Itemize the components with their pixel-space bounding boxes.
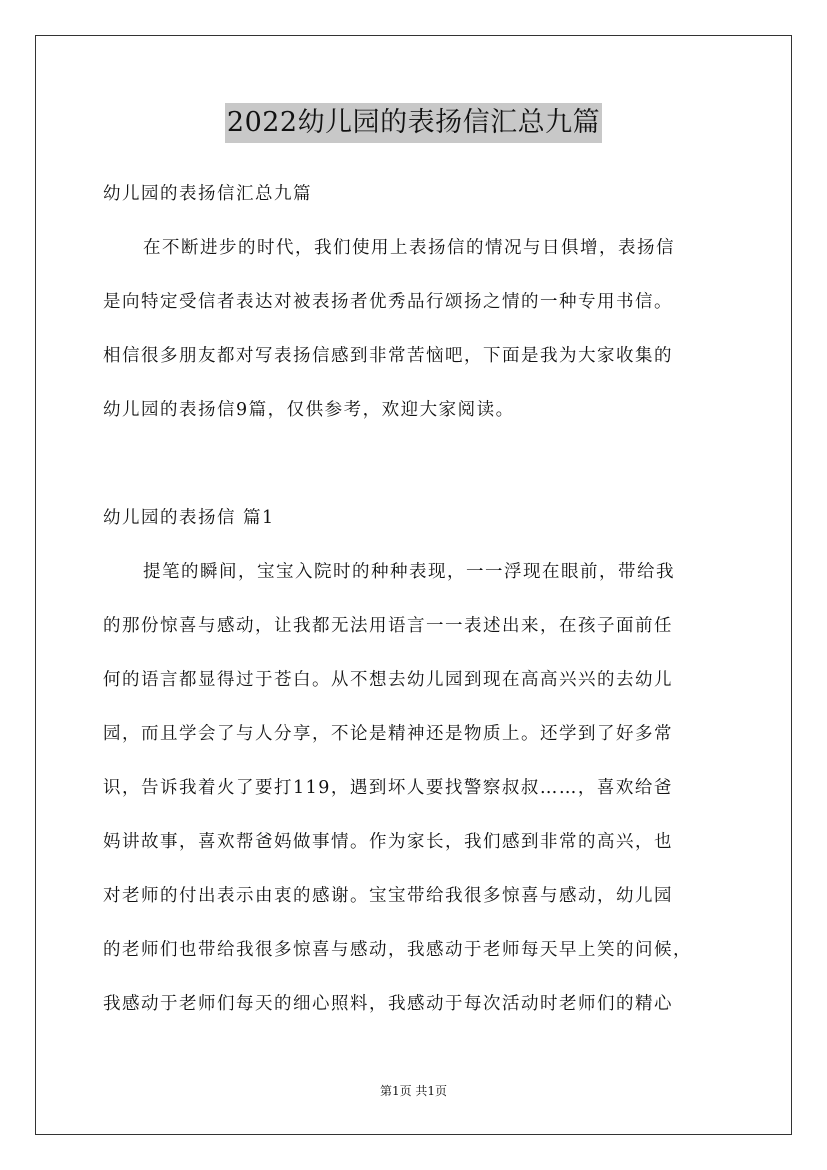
paragraph-line: 何的语言都显得过于苍白。从不想去幼儿园到现在高高兴兴的去幼儿 xyxy=(103,670,673,690)
document-title: 2022幼儿园的表扬信汇总九篇 xyxy=(225,103,602,143)
intro-line: 是向特定受信者表达对被表扬者优秀品行颂扬之情的一种专用书信。 xyxy=(103,292,673,312)
paragraph-line: 园，而且学会了与人分享，不论是精神还是物质上。还学到了好多常 xyxy=(103,724,673,744)
title-container xyxy=(0,103,827,143)
intro-line: 相信很多朋友都对写表扬信感到非常苦恼吧，下面是我为大家收集的 xyxy=(103,346,673,366)
paragraph-line: 对老师的付出表示由衷的感谢。宝宝带给我很多惊喜与感动，幼儿园 xyxy=(103,886,673,906)
paragraph-line: 提笔的瞬间，宝宝入院时的种种表现，一一浮现在眼前，带给我 xyxy=(143,562,675,582)
section-heading: 幼儿园的表扬信 篇1 xyxy=(103,508,275,528)
intro-line: 在不断进步的时代，我们使用上表扬信的情况与日俱增，表扬信 xyxy=(143,238,675,258)
page-footer: 第1页 共1页 xyxy=(379,1084,448,1098)
intro-line: 幼儿园的表扬信9篇，仅供参考，欢迎大家阅读。 xyxy=(103,400,515,420)
paragraph-line: 我感动于老师们每天的细心照料，我感动于每次活动时老师们的精心 xyxy=(103,994,673,1014)
paragraph-line: 妈讲故事，喜欢帮爸妈做事情。作为家长，我们感到非常的高兴，也 xyxy=(103,832,673,852)
paragraph-line: 的那份惊喜与感动，让我都无法用语言一一表述出来，在孩子面前任 xyxy=(103,616,673,636)
paragraph-line: 的老师们也带给我很多惊喜与感动，我感动于老师每天早上笑的问候， xyxy=(103,940,692,960)
paragraph-line: 识，告诉我着火了要打119，遇到坏人要找警察叔叔……，喜欢给爸 xyxy=(103,778,673,798)
subtitle: 幼儿园的表扬信汇总九篇 xyxy=(103,184,312,204)
